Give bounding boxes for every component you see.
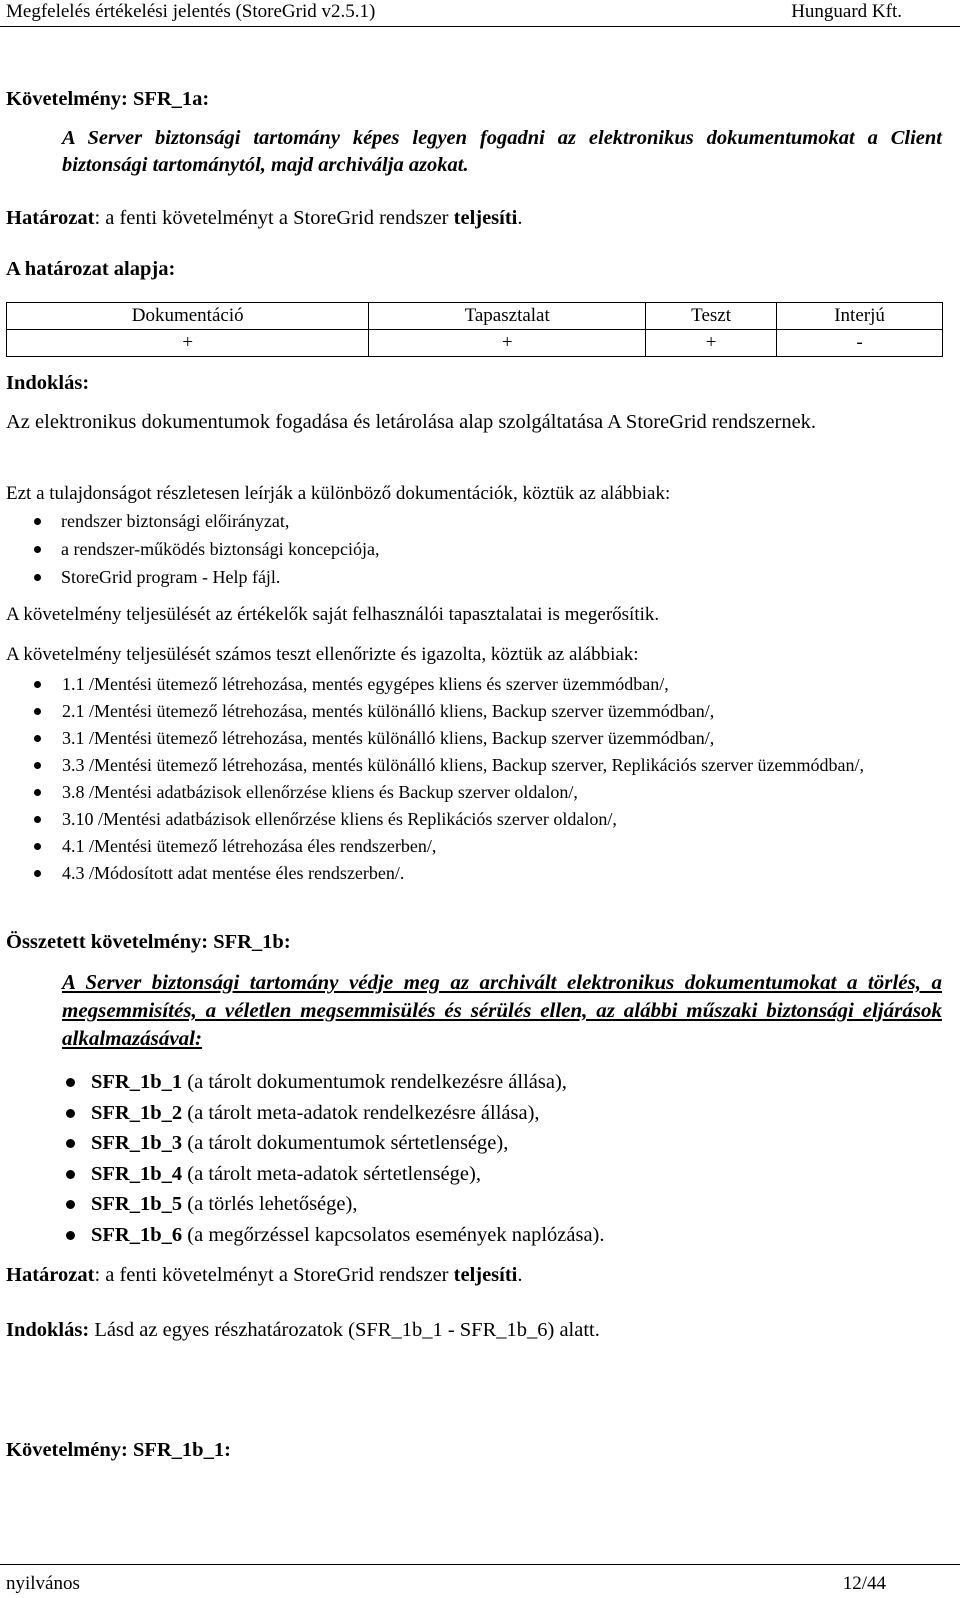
bullet-icon	[34, 518, 41, 525]
bullet-icon	[34, 735, 41, 742]
bullet-icon	[66, 1200, 75, 1209]
list-item: SFR_1b_2 (a tárolt meta-adatok rendelkezésre állása),	[6, 1098, 942, 1129]
header-company: Hunguard Kft.	[791, 1, 902, 22]
bullet-icon	[34, 816, 41, 823]
bullet-icon	[34, 789, 41, 796]
bullet-icon	[34, 708, 41, 715]
bullet-icon	[34, 574, 41, 581]
basis-table	[6, 302, 943, 357]
req-1b-items	[6, 1067, 942, 1250]
list-item: StoreGrid program - Help fájl.	[6, 563, 942, 591]
req-1b-heading: Összetett követelmény: SFR_1b:	[6, 931, 291, 953]
bullet-icon	[34, 870, 41, 877]
req-1b1-heading: Követelmény: SFR_1b_1:	[6, 1439, 231, 1461]
tests-list	[6, 671, 942, 887]
experience-text: A követelmény teljesülését az értékelők saját felhasználói tapasztalatai is megerősítik.	[6, 604, 660, 625]
reason-label: Indoklás:	[6, 1319, 90, 1341]
req-1b-reason	[6, 1317, 942, 1344]
req-1a-reason-label: Indoklás:	[6, 372, 90, 394]
basis-value-cell: +	[369, 330, 646, 357]
page-footer	[0, 1564, 960, 1598]
basis-value-cell: +	[7, 330, 369, 357]
list-item: SFR_1b_3 (a tárolt dokumentumok sértetlensége),	[6, 1128, 942, 1159]
list-item: 3.3 /Mentési ütemező létrehozása, mentés különálló kliens, Backup szerver, Replikációs szerver üzemmódban/,	[6, 752, 942, 779]
page-header	[0, 0, 960, 27]
bullet-icon	[34, 546, 41, 553]
decision-text: : a fenti követelményt a StoreGrid rendszer	[94, 1264, 454, 1286]
req-1a-text: A Server biztonsági tartomány képes legyen fogadni az elektronikus dokumentumokat a Client biztonsági tartománytól, majd archiválja azokat.	[62, 127, 942, 176]
list-item: a rendszer-működés biztonsági koncepciója,	[6, 535, 942, 563]
decision-label: Határozat	[6, 207, 95, 229]
basis-value-cell: -	[777, 330, 943, 357]
list-item: SFR_1b_5 (a törlés lehetősége),	[6, 1189, 942, 1220]
list-item: 4.1 /Mentési ütemező létrehozása éles rendszerben/,	[6, 833, 942, 860]
docs-intro: Ezt a tulajdonságot részletesen leírják a különböző dokumentációk, köztük az alábbiak:	[6, 483, 671, 504]
decision-result: teljesíti	[453, 207, 518, 229]
bullet-icon	[66, 1170, 75, 1179]
item-code: SFR_1b_1	[91, 1071, 183, 1093]
basis-value-cell: +	[646, 330, 777, 357]
list-item: 2.1 /Mentési ütemező létrehozása, mentés különálló kliens, Backup szerver üzemmódban/,	[6, 698, 942, 725]
decision-result: teljesíti	[453, 1264, 518, 1286]
tests-intro: A követelmény teljesülését számos teszt ellenőrizte és igazolta, köztük az alábbiak:	[6, 644, 639, 665]
footer-page-number: 12/44	[842, 1573, 886, 1594]
bullet-icon	[66, 1139, 75, 1148]
bullet-icon	[34, 762, 41, 769]
list-item: 1.1 /Mentési ütemező létrehozása, mentés egygépes kliens és szerver üzemmódban/,	[6, 671, 942, 698]
header-title: Megfelelés értékelési jelentés (StoreGrid v2.5.1)	[6, 1, 376, 22]
list-item: SFR_1b_6 (a megőrzéssel kapcsolatos események naplózása).	[6, 1220, 942, 1251]
list-item: SFR_1b_1 (a tárolt dokumentumok rendelkezésre állása),	[6, 1067, 942, 1098]
reason-text: Lásd az egyes részhatározatok (SFR_1b_1 - SFR_1b_6) alatt.	[89, 1319, 600, 1341]
basis-value-row	[7, 330, 943, 357]
req-1a-reason-text: Az elektronikus dokumentumok fogadása és letárolása alap szolgáltatása A StoreGrid rendszernek.	[6, 411, 817, 433]
bullet-icon	[66, 1231, 75, 1240]
list-item: rendszer biztonsági előirányzat,	[6, 507, 942, 535]
bullet-icon	[34, 681, 41, 688]
basis-header-cell: Dokumentáció	[7, 303, 369, 330]
list-item: 3.1 /Mentési ütemező létrehozása, mentés különálló kliens, Backup szerver üzemmódban/,	[6, 725, 942, 752]
req-1a-decision: Határozat: a fenti követelményt a StoreGrid rendszer teljesíti.	[6, 207, 523, 229]
item-code: SFR_1b_6	[91, 1223, 183, 1246]
item-code: SFR_1b_5	[91, 1193, 183, 1215]
req-1b-text: A Server biztonsági tartomány védje meg az archivált elektronikus dokumentumokat a törlés, a megsemmisítés, a véletlen megsemmisülés és sérülés ellen, az alábbi műszaki biztonsági eljárások alkalmazásával:	[62, 970, 942, 1050]
docs-list	[6, 507, 942, 591]
item-code: SFR_1b_4	[91, 1162, 183, 1185]
basis-header-cell: Teszt	[646, 303, 777, 330]
basis-header-cell: Tapasztalat	[369, 303, 646, 330]
decision-label: Határozat	[6, 1264, 95, 1286]
bullet-icon	[34, 843, 41, 850]
req-1a-heading: Követelmény: SFR_1a:	[6, 88, 210, 110]
item-code: SFR_1b_3	[91, 1132, 183, 1154]
basis-header-cell: Interjú	[777, 303, 943, 330]
list-item: SFR_1b_4 (a tárolt meta-adatok sértetlensége),	[6, 1159, 942, 1190]
bullet-icon	[66, 1078, 75, 1087]
decision-text: : a fenti követelményt a StoreGrid rendszer	[94, 207, 454, 229]
list-item: 4.3 /Módosított adat mentése éles rendszerben/.	[6, 860, 942, 887]
basis-title: A határozat alapja:	[6, 258, 176, 280]
req-1b-decision: Határozat: a fenti követelményt a StoreGrid rendszer teljesíti.	[6, 1264, 523, 1286]
basis-header-row	[7, 303, 943, 330]
bullet-icon	[66, 1109, 75, 1118]
list-item: 3.10 /Mentési adatbázisok ellenőrzése kliens és Replikációs szerver oldalon/,	[6, 806, 942, 833]
footer-classification: nyilvános	[6, 1573, 80, 1594]
item-code: SFR_1b_2	[91, 1101, 183, 1124]
list-item: 3.8 /Mentési adatbázisok ellenőrzése kliens és Backup szerver oldalon/,	[6, 779, 942, 806]
